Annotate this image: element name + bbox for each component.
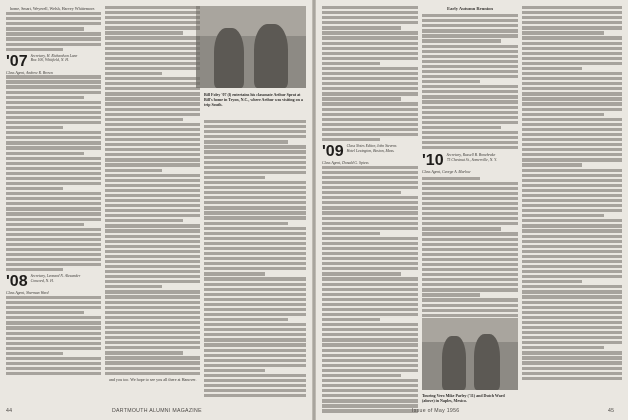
body-text [105,6,200,375]
class-meta [31,54,78,63]
classmates-photo [196,6,306,88]
class-secretary: Class Notes Editor, John Stevens [346,144,397,149]
body-text [322,166,418,413]
right-column-3 [522,6,622,382]
class-number: '10 [422,152,444,169]
class-agent: Class Agent, Donald G. Spiess [322,161,369,166]
running-title: DARTMOUTH ALUMNI MAGAZINE [112,408,202,414]
body-text [6,12,101,51]
class-10-header [422,153,518,168]
class-address: Hotel Lexington, Boston, Mass. [346,148,395,153]
class-secretary: Secretary, Leonard N. Alexander [30,274,81,279]
closing-text: and you too. We hope to see you all there at Hanover. [109,376,197,382]
class-agent: Class Agent, Sherman Ward [6,291,49,296]
class-agent: Class Agent, George A. Marlow [422,170,471,174]
class-agent: Class Agent, Andrew R. Brown [6,70,53,75]
class-07-header [6,54,101,69]
left-column-3 [204,120,306,399]
body-text [6,296,101,375]
body-text [322,6,418,141]
right-column-1 [322,6,418,415]
class-meta [347,144,397,153]
class-address: Concord, N. H. [30,278,54,283]
column-intro-text: home, Smart, Weyerell, Welsh, Harvey Whittemore. [10,6,96,11]
section-subhead: Early Autumn Reunion [447,6,493,11]
class-address: Box 100, Whitfield, N. H. [30,58,69,63]
travel-photo [422,318,518,390]
class-address: 75 Chestnut St., Somerville, N. Y. [446,157,497,162]
issue-date: Issue of May 1956 [412,408,460,414]
left-page [0,0,312,420]
page-number: 44 [6,408,13,414]
class-secretary: Secretary, H. Richardson Lane [30,53,78,58]
left-column-2 [105,6,200,383]
class-08-header [6,274,101,289]
class-number: '07 [6,52,28,70]
class-number: '08 [6,273,28,291]
class-meta [447,153,497,162]
class-meta [31,274,81,283]
body-text [6,75,101,271]
page-number: 45 [608,408,615,414]
body-text [522,6,622,380]
left-column-1 [6,6,101,377]
class-secretary: Secretary, Russell B. Bonebrake [446,153,496,157]
body-text [204,120,306,397]
class-number: '09 [322,143,344,161]
photo-caption: Bill Foley '07 (l) entertains his classmate Arthur Sprat at Bill's home in Tryon, N.C., where Arthur was visiting on a trip South. [204,92,303,107]
photo-caption: Touring Vero Mike Parley ('11) and Dutch Ward (above) in Naples, Mexico. [422,393,505,403]
class-10-block [422,150,518,175]
right-page [316,0,628,420]
class-09-header [322,144,418,159]
